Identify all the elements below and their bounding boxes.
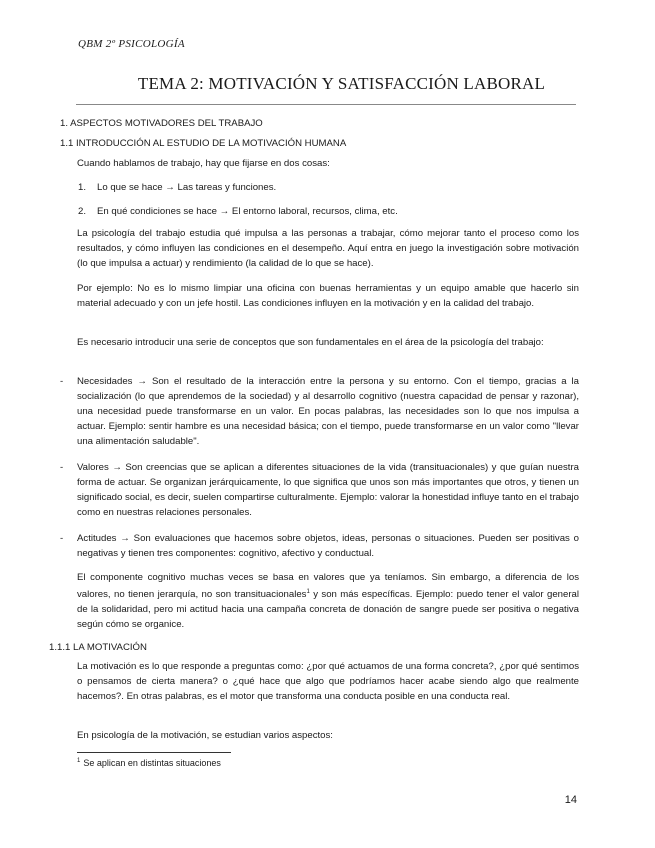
bullet-mark: -	[60, 462, 64, 473]
section-heading-1-1: 1.1 INTRODUCCIÓN AL ESTUDIO DE LA MOTIVACIÓN HUMANA	[60, 138, 347, 149]
numbered-item-number: 1.	[78, 182, 87, 193]
section-heading-1: 1. ASPECTOS MOTIVADORES DEL TRABAJO	[60, 118, 263, 129]
title-divider	[76, 104, 576, 105]
footnote	[77, 758, 221, 768]
bullet-text: Necesidades → Son el resultado de la interacción entre la persona y su entorno. Con el tiempo, gracias a la socialización (lo que aprendemos de la sociedad) y al desarrollo cognitivo (nuestra capacidad de pensar y razonar), una necesidad puede transformarse en un valor. En pocas palabras, las necesidades son lo que nos impulsa a actuar. Ejemplo: sentir hambre es una necesidad básica; con el tiempo, puede transformarse en un valor como "llevar una alimentación saludable".	[77, 376, 579, 447]
running-header: QBM 2º PSICOLOGÍA	[78, 38, 185, 50]
page-number: 14	[564, 794, 577, 806]
bullet-text: Actitudes → Son evaluaciones que hacemos sobre objetos, ideas, personas o situaciones. Pueden ser positivas o negativas y tienen tres componentes: cognitivo, afectivo y conductual.	[77, 533, 579, 559]
numbered-item-text: Lo que se hace → Las tareas y funciones.	[97, 182, 277, 193]
paragraph: Por ejemplo: No es lo mismo limpiar una oficina con buenas herramientas y un equipo amable que hacerlo sin material adecuado y con un jefe hostil. Las condiciones influyen en la motivación y en la calidad del trabajo.	[77, 283, 579, 309]
bullet-text: Valores → Son creencias que se aplican a diferentes situaciones de la vida (transituacionales) y que guían nuestra forma de actuar. Se organizan jerárquicamente, lo que significa que unos son más importantes que otros, y tienen un significado social, es decir, suelen compartirse culturalmente. Ejemplo: valorar la honestidad influye tanto en el trabajo como en nuestras relaciones personales.	[77, 462, 579, 518]
paragraph-part: y son más específicas. Ejemplo: puedo tener el valor general de la solidaridad, pero mi actitud hacia una campaña concreta de donación de sangre puede ser positiva o negativa según cómo se organice.	[77, 589, 579, 631]
paragraph: La psicología del trabajo estudia qué impulsa a las personas a trabajar, cómo mejorar tanto el proceso como los resultados, y cómo influyen las condiciones en el desempeño. Aquí entra en juego la investigación sobre motivación (lo que impulsa a actuar) y rendimiento (la calidad de lo que se hace).	[77, 228, 579, 269]
paragraph	[77, 570, 579, 632]
paragraph: La motivación es lo que responde a preguntas como: ¿por qué actuamos de una forma concreta?, ¿por qué sentimos o pensamos de cierta manera? o ¿qué hace que algo que podríamos hacer acabe siendo algo que realmente hacemos?. En otras palabras, es el motor que transforma una conducta posible en una conducta real.	[77, 661, 579, 702]
bullet-mark: -	[60, 376, 64, 387]
page-title: TEMA 2: MOTIVACIÓN Y SATISFACCIÓN LABORAL	[137, 74, 546, 93]
paragraph: En psicología de la motivación, se estudian varios aspectos:	[77, 730, 333, 741]
footnote-text: Se aplican en distintas situaciones	[83, 758, 221, 768]
footnote-mark: 1	[77, 758, 81, 764]
paragraph-part: El componente cognitivo muchas veces se basa en valores que ya teníamos. Sin embargo, a diferencia de los valores, no tienen jerarquía, no son transituacionales	[77, 572, 579, 601]
section-heading-1-1-1: 1.1.1 LA MOTIVACIÓN	[49, 642, 147, 653]
numbered-item-text: En qué condiciones se hace → El entorno laboral, recursos, clima, etc.	[97, 206, 398, 217]
paragraph: Es necesario introducir una serie de conceptos que son fundamentales en el área de la psicología del trabajo:	[77, 337, 544, 348]
footnote-divider	[77, 752, 231, 753]
numbered-item-number: 2.	[78, 206, 87, 217]
bullet-mark: -	[60, 533, 64, 544]
intro-lead: Cuando hablamos de trabajo, hay que fijarse en dos cosas:	[77, 158, 330, 169]
footnote-reference: 1	[306, 589, 310, 595]
